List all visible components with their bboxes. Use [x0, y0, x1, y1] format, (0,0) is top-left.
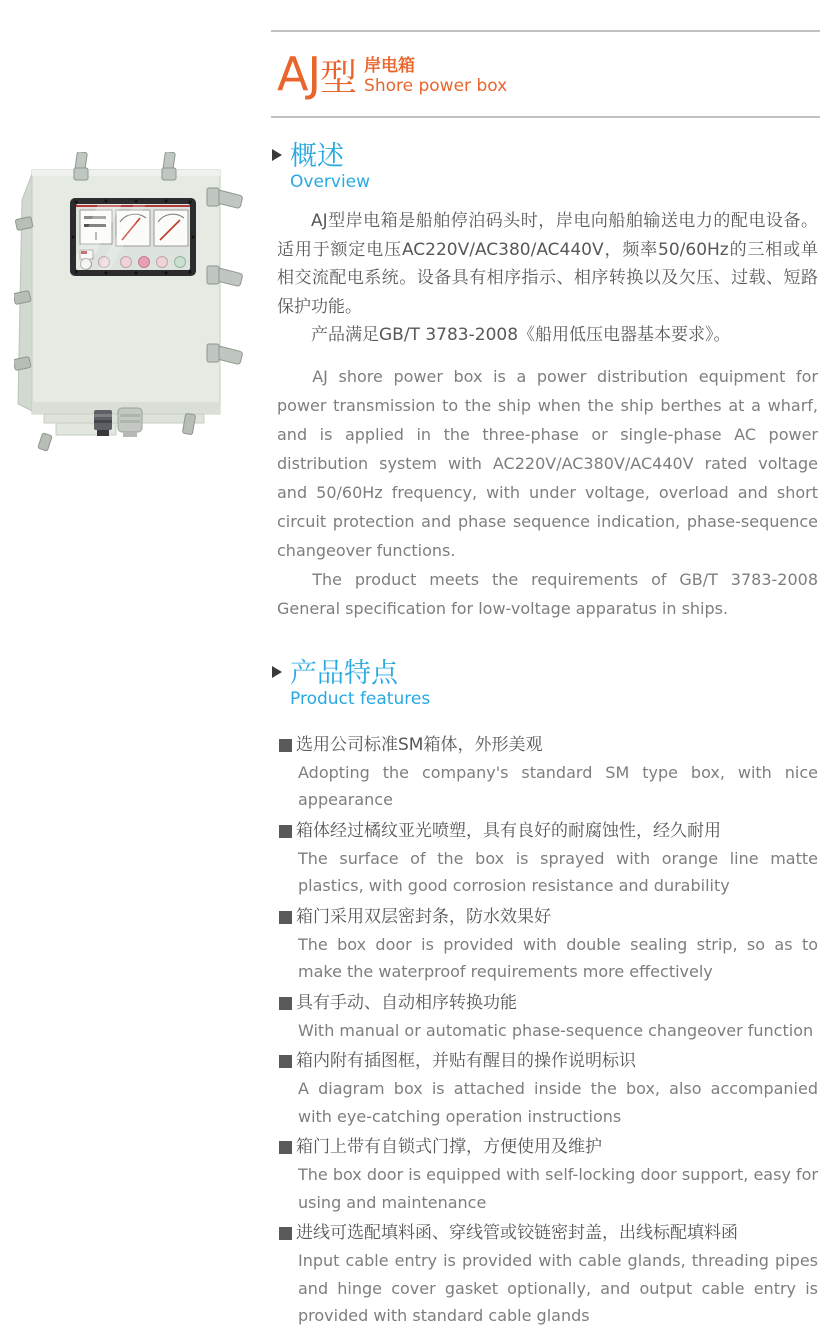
overview-heading-en: Overview: [290, 172, 371, 192]
features-section-header: [271, 659, 820, 710]
feature-en-text: A diagram box is attached inside the box, also accompanied with eye-catching operation instructions: [298, 1079, 818, 1126]
feature-item: [279, 1220, 820, 1330]
features-list: [271, 732, 820, 1330]
feature-cn-text: 箱内附有插图框，并贴有醒目的操作说明标识: [296, 1051, 636, 1071]
feature-en-text: With manual or automatic phase-sequence changeover function: [298, 1020, 814, 1040]
shore-power-box-image: [14, 152, 246, 452]
feature-en-text: Input cable entry is provided with cable glands, threading pipes and hinge cover gasket optionally, and output cable entry is provided with standard cable glands: [298, 1251, 818, 1325]
model-suffix: 型: [320, 56, 357, 99]
overview-heading-cn: 概述: [290, 141, 344, 172]
features-heading-cn: 产品特点: [290, 657, 398, 689]
bullet-square-icon: [279, 997, 292, 1010]
bullet-square-icon: [279, 1055, 292, 1068]
cable-gland-silver: [118, 408, 142, 437]
overview-chinese-text: [271, 207, 820, 350]
product-name: [364, 56, 507, 96]
feature-en-text: The box door is equipped with self-locking door support, easy for using and maintenance: [298, 1165, 818, 1212]
feature-en-text: The box door is provided with double sealing strip, so as to make the waterproof requirements more effectively: [298, 934, 818, 981]
overview-paragraph-cn-1: AJ型岸电箱是船舶停泊码头时，岸电向船舶输送电力的配电设备。适用于额定电压AC220V/AC380/AC440V，频率50/60Hz的三相或单相交流配电系统。设备具有相序指示、相序转换以及欠压、过载、短路保护功能。: [277, 211, 818, 317]
product-name-en: Shore power box: [364, 76, 508, 96]
model-code: AJ: [277, 47, 321, 101]
bullet-square-icon: [279, 739, 292, 752]
bullet-square-icon: [279, 911, 292, 924]
feature-item: [279, 990, 820, 1045]
content-column: [271, 0, 820, 1330]
model-name: [277, 47, 357, 102]
triangle-right-icon: [272, 666, 282, 678]
overview-paragraph-en-2: The product meets the requirements of GB/T 3783-2008 General specification for low-voltage apparatus in ships.: [277, 569, 818, 618]
feature-item: [279, 818, 820, 900]
feature-cn-text: 箱门采用双层密封条，防水效果好: [296, 906, 551, 927]
feature-cn-text: 进线可选配填料函、穿线管或铰链密封盖，出线标配填料函: [296, 1223, 738, 1243]
header-top-divider: [271, 30, 820, 32]
feature-en-text: The surface of the box is sprayed with orange line matte plastics, with good corrosion resistance and durability: [298, 848, 818, 895]
feature-item: [279, 732, 820, 814]
feature-cn-text: 箱体经过橘纹亚光喷塑，具有良好的耐腐蚀性，经久耐用: [296, 820, 721, 841]
product-photo: [14, 152, 246, 452]
product-name-cn: 岸电箱: [364, 56, 416, 76]
bullet-square-icon: [279, 1141, 292, 1154]
overview-paragraph-cn-2: 产品满足GB/T 3783-2008《船用低压电器基本要求》。: [311, 325, 731, 345]
feature-cn-text: 选用公司标准SM箱体，外形美观: [296, 734, 543, 755]
meter-window: [70, 198, 196, 276]
feature-item: [279, 1134, 820, 1216]
overview-paragraph-en-1: AJ shore power box is a power distribution equipment for power transmission to the ship when the ship berthes at a wharf, and is applied in the three-phase or single-phase AC power distribution system with AC220V/AC380V/AC440V rated voltage and 50/60Hz frequency, with under voltage, overload and short circuit protection and phase sequence indication, phase-sequence changeover functions.: [277, 366, 818, 560]
bullet-square-icon: [279, 825, 292, 838]
overview-english-text: [271, 362, 820, 623]
overview-section-header: [271, 142, 820, 193]
feature-item: [279, 904, 820, 986]
bullet-square-icon: [279, 1227, 292, 1240]
feature-cn-text: 具有手动、自动相序转换功能: [296, 992, 517, 1013]
feature-en-text: Adopting the company's standard SM type box, with nice appearance: [298, 762, 818, 809]
feature-cn-text: 箱门上带有自锁式门撑，方便使用及维护: [296, 1137, 602, 1157]
triangle-right-icon: [272, 149, 282, 161]
header-bottom-divider: [271, 116, 820, 118]
page-title: [277, 48, 820, 104]
features-heading-en: Product features: [290, 688, 431, 709]
